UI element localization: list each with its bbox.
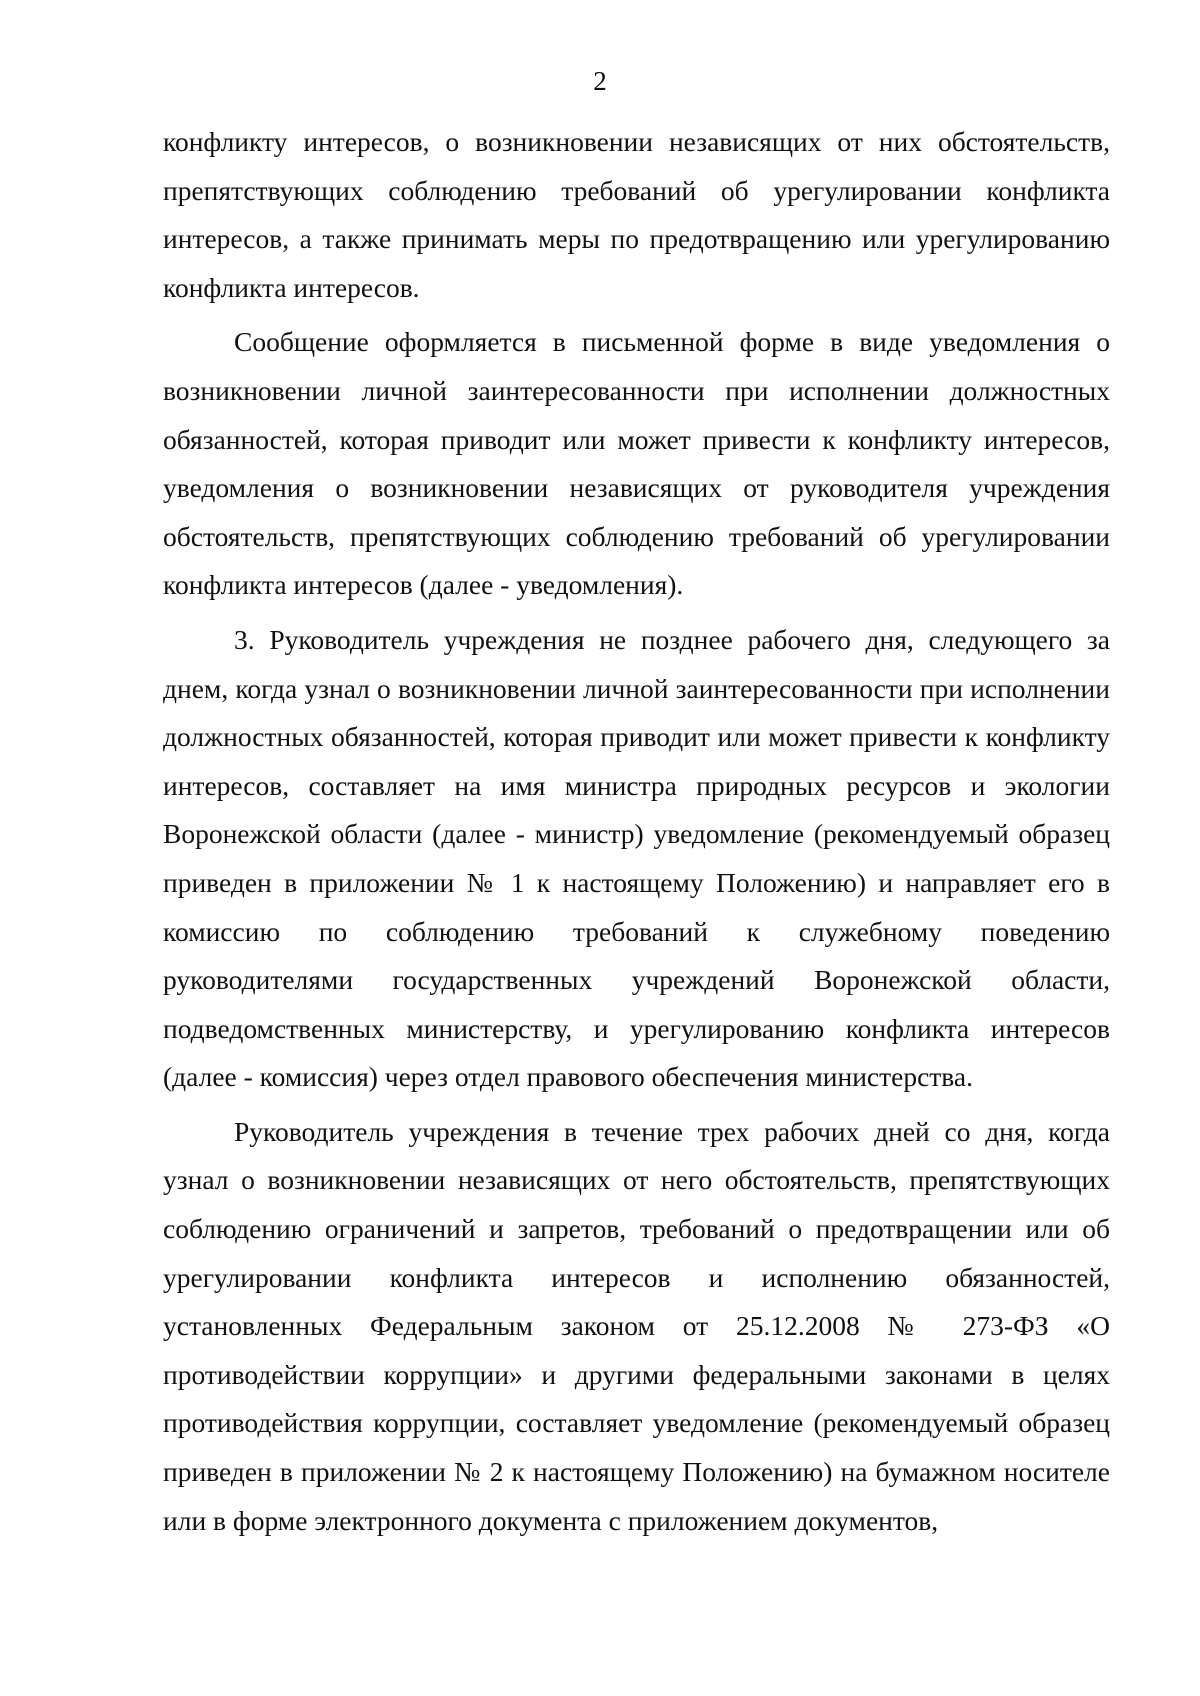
paragraph-continuation: конфликту интересов, о возникновении независящих от них обстоятельств, препятствующих соблюдению требований об урегулировании конфликта интересов, а также принимать меры по предотвращению или урегулированию конфликта интересов. — [163, 126, 1110, 303]
paragraph-notification-form: Сообщение оформляется в письменной форме в виде уведомления о возникновении личной заинтересованности при исполнении должностных обязанностей, которая приводит или может привести к конфликту интересов, уведомления о возникновении независящих от руководителя учреждения обстоятельств, препятствующих соблюдению требований об урегулировании конфликта интересов (далее - уведомления). — [163, 326, 1110, 601]
document-body — [163, 118, 1110, 1545]
paragraph-head-notification: Руководитель учреждения в течение трех рабочих дней со дня, когда узнал о возникновении независящих от него обстоятельств, препятствующих соблюдению ограничений и запретов, требований о предотвращении или об урегулировании конфликта интересов и исполнению обязанностей, установленных Федеральным законом от 25.12.2008 № 273-ФЗ «О противодействии коррупции» и другими федеральными законами в целях противодействия коррупции, составляет уведомление (рекомендуемый образец приведен в приложении № 2 к настоящему Положению) на бумажном носителе или в форме электронного документа с приложением документов, — [163, 1115, 1110, 1536]
paragraph-item-3: 3. Руководитель учреждения не позднее рабочего дня, следующего за днем, когда узнал о возникновении личной заинтересованности при исполнении должностных обязанностей, которая приводит или может привести к конфликту интересов, составляет на имя министра природных ресурсов и экологии Воронежской области (далее - министр) уведомление (рекомендуемый образец приведен в приложении № 1 к настоящему Положению) и направляет его в комиссию по соблюдению требований к служебному поведению руководителями государственных учреждений Воронежской области, подведомственных министерству, и урегулированию конфликта интересов (далее - комиссия) через отдел правового обеспечения министерства. — [163, 623, 1110, 1093]
page-number: 2 — [593, 66, 607, 96]
